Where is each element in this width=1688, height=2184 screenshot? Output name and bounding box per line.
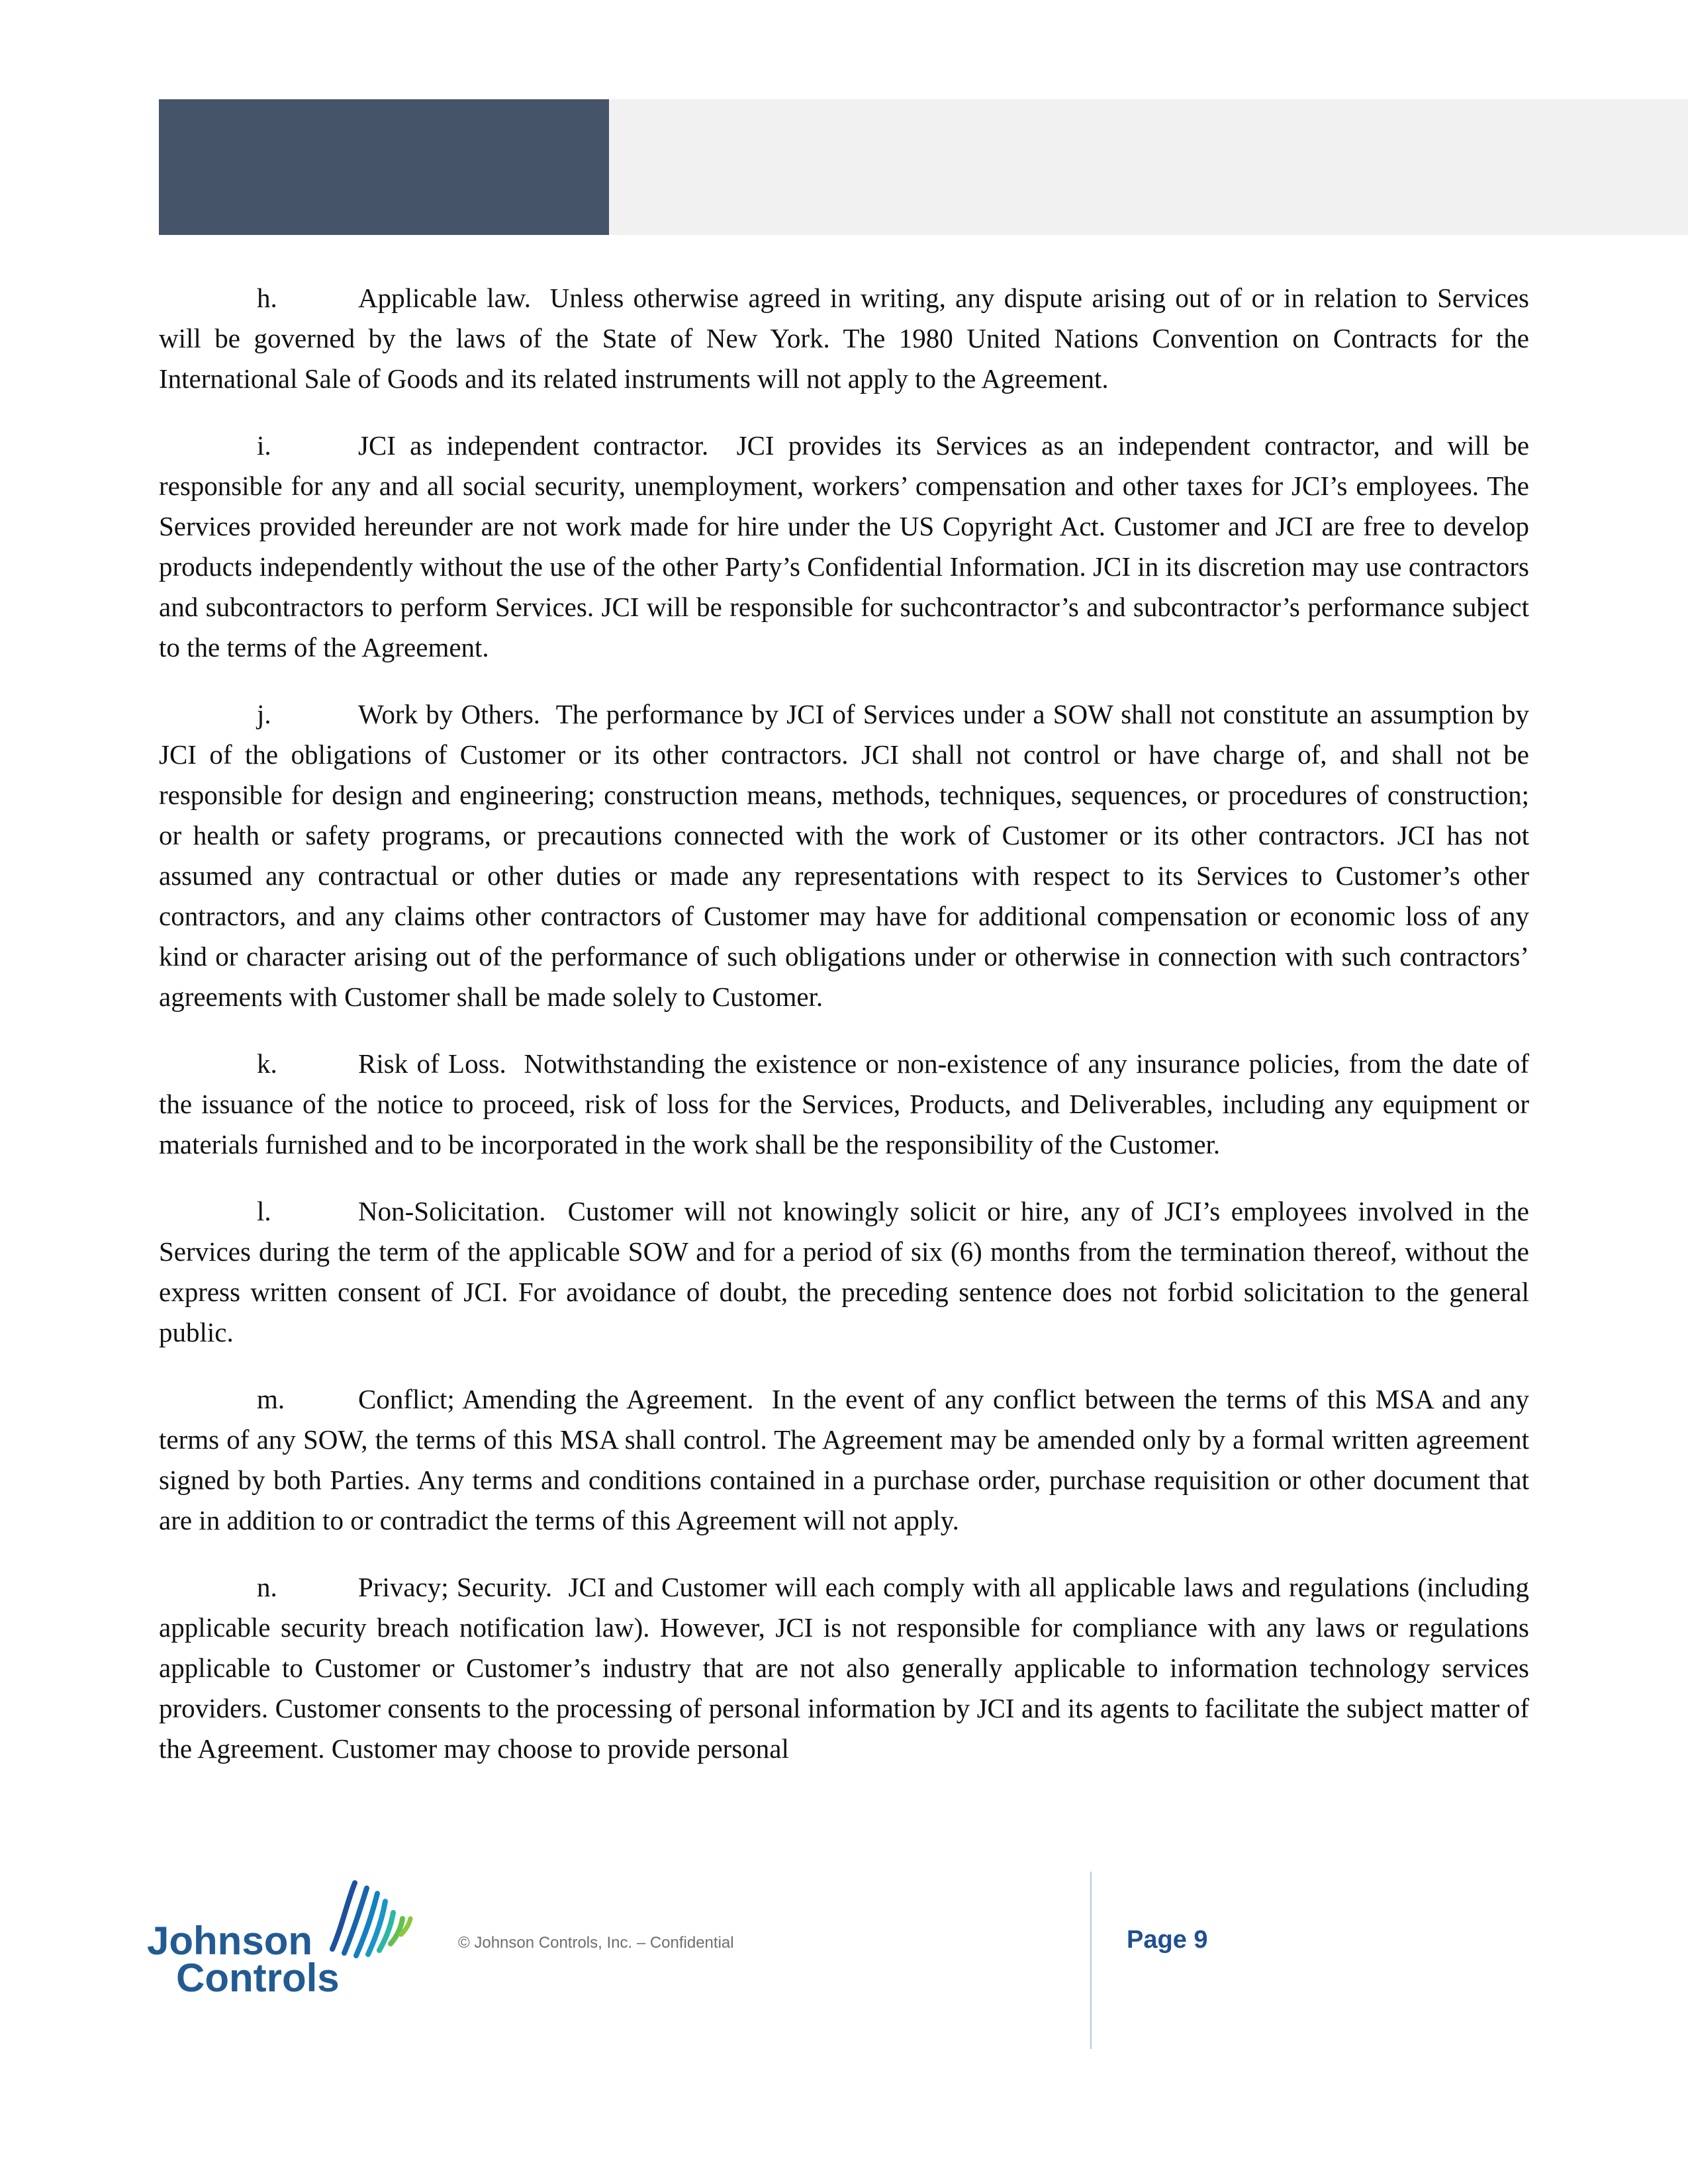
clause-k (159, 1044, 1529, 1165)
document-body (159, 278, 1529, 1796)
company-logo (147, 1876, 418, 2002)
clause-n (159, 1567, 1529, 1769)
clause-i (159, 426, 1529, 668)
clause-letter: l. (257, 1196, 271, 1226)
clause-text: Notwithstanding the existence or non-existence of any insurance policies, from the date of the issuance of the notice to proceed, risk of loss for the Services, Products, and Deliverables, including any equipment or materials furnished and to be incorporated in the work shall be the responsibility of the Customer. (159, 1048, 1529, 1160)
clause-heading: Risk of Loss. (358, 1048, 506, 1079)
clause-heading: JCI as independent contractor. (358, 430, 709, 461)
clause-letter: h. (257, 283, 277, 313)
clause-text: JCI provides its Services as an independent contractor, and will be responsible for any and all social security, unemployment, workers’ compensation and other taxes for JCI’s employees. The Services provided hereunder are not work made for hire under the US Copyright Act. Customer and JCI are free to develop products independently without the use of the other Party’s Confidential Information. JCI in its discretion may use contractors and subcontractors to perform Services. JCI will be responsible for suchcontractor’s and subcontractor’s performance subject to the terms of the Agreement. (159, 430, 1530, 662)
johnson-controls-swirl-icon (319, 1876, 415, 1969)
clause-j (159, 694, 1529, 1017)
clause-heading: Conflict; Amending the Agreement. (358, 1384, 754, 1414)
clause-text: Unless otherwise agreed in writing, any dispute arising out of or in relation to Services will be governed by the laws of the State of New York. The 1980 United Nations Convention on Contracts for the International Sale of Goods and its related instruments will not apply to the Agreement. (159, 283, 1529, 394)
page-number: Page 9 (1127, 1926, 1208, 1954)
clause-text: Customer will not knowingly solicit or hire, any of JCI’s employees involved in the Services during the term of the applicable SOW and for a period of six (6) months from the termination thereof, without the express written consent of JCI. For avoidance of doubt, the preceding sentence does not forbid solicitation to the general public. (159, 1196, 1530, 1347)
clause-heading: Privacy; Security. (358, 1572, 553, 1602)
clause-heading: Work by Others. (358, 699, 541, 729)
clause-letter: k. (257, 1048, 277, 1079)
header-light-band (609, 99, 1688, 235)
clause-h (159, 278, 1529, 399)
clause-heading: Applicable law. (358, 283, 531, 313)
clause-l (159, 1191, 1529, 1353)
logo-word-controls: Controls (176, 1956, 340, 2000)
clause-heading: Non-Solicitation. (358, 1196, 546, 1226)
clause-text: JCI and Customer will each comply with all applicable laws and regulations (including applicable security breach notification law). However, JCI is not responsible for compliance with any laws or regulations applicable to Customer or Customer’s industry that are not also generally applicable to information technology services providers. Customer consents to the processing of personal information by JCI and its agents to facilitate the subject matter of the Agreement. Customer may choose to provide personal (159, 1572, 1530, 1764)
clause-letter: m. (257, 1384, 285, 1414)
clause-text: The performance by JCI of Services under a SOW shall not constitute an assumption by JCI of the obligations of Customer or its other contractors. JCI shall not control or have charge of, and shall not be responsible for design and engineering; construction means, methods, techniques, sequences, or procedures of construction; or health or safety programs, or precautions connected with the work of Customer or its other contractors. JCI has not assumed any contractual or other duties or made any representations with respect to its Services to Customer’s other contractors, and any claims other contractors of Customer may have for additional compensation or economic loss of any kind or character arising out of the performance of such obligations under or otherwise in connection with such contractors’ agreements with Customer shall be made solely to Customer. (159, 699, 1530, 1012)
clause-letter: n. (257, 1572, 277, 1602)
confidential-notice: © Johnson Controls, Inc. – Confidential (458, 1934, 734, 1952)
clause-m (159, 1379, 1529, 1541)
logo-word-johnson: Johnson (147, 1919, 312, 1963)
footer-divider (1090, 1872, 1092, 2049)
clause-letter: j. (257, 699, 271, 729)
clause-letter: i. (257, 430, 271, 461)
clause-text: In the event of any conflict between the terms of this MSA and any terms of any SOW, the terms of this MSA shall control. The Agreement may be amended only by a formal written agreement signed by both Parties. Any terms and conditions contained in a purchase order, purchase requisition or other document that are in addition to or contradict the terms of this Agreement will not apply. (159, 1384, 1530, 1535)
header-dark-band (159, 99, 609, 235)
